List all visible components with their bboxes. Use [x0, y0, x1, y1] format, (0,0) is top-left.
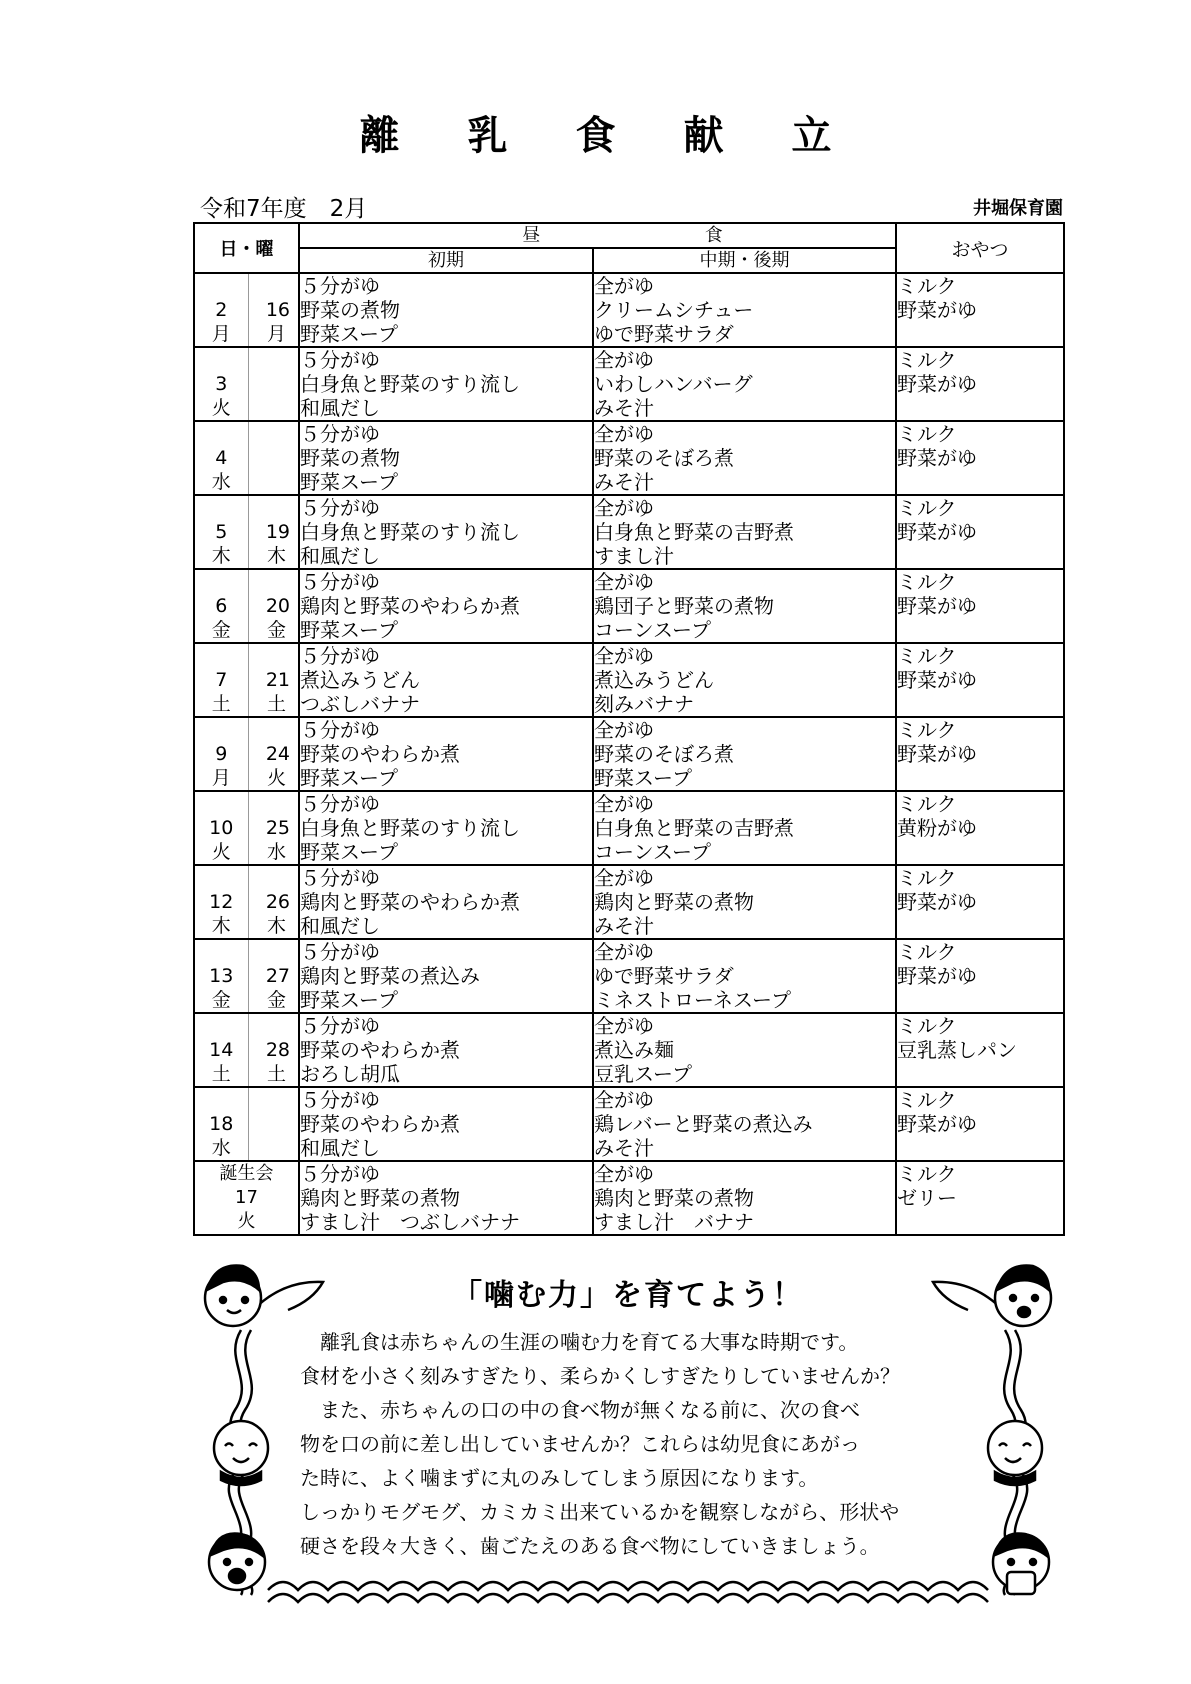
date-number: 5 — [215, 521, 228, 543]
menu-item: みそ汁 — [594, 1136, 654, 1160]
date-number: 24 — [265, 743, 290, 765]
snack-cell — [896, 347, 1064, 421]
date-cell-second — [248, 717, 299, 791]
weekday: 水 — [211, 1137, 231, 1159]
menu-item: 鶏肉と野菜の煮物 — [594, 1186, 754, 1210]
baby-smiling-icon — [988, 1421, 1042, 1485]
table-row — [194, 1087, 1064, 1161]
mid-late-menu-cell — [593, 643, 896, 717]
menu-item: 煮込みうどん — [300, 668, 420, 692]
date-number: 21 — [265, 669, 290, 691]
panel-title: 「噛む力」を育てよう！ — [452, 1278, 804, 1313]
date-number: 9 — [215, 743, 228, 765]
weekday: 金 — [266, 619, 286, 641]
menu-item: 鶏肉と野菜の煮物 — [594, 890, 754, 914]
panel-line: 物を口の前に差し出していませんか？これらは幼児食にあがっ — [300, 1432, 860, 1456]
table-row — [194, 495, 1064, 569]
menu-item: 野菜の煮物 — [300, 446, 400, 470]
menu-item: 全がゆ — [594, 1014, 654, 1038]
date-cell-second — [248, 791, 299, 865]
panel-line: しっかりモグモグ、カミカミ出来ているかを観察しながら、形状や — [300, 1500, 900, 1524]
menu-item: 全がゆ — [594, 570, 654, 594]
date-number: 7 — [215, 669, 228, 691]
menu-item: 野菜のそぼろ煮 — [594, 742, 734, 766]
menu-item: みそ汁 — [594, 914, 654, 938]
weekday: 土 — [211, 693, 231, 715]
menu-item: 野菜がゆ — [897, 668, 977, 692]
menu-item: ５分がゆ — [300, 1162, 380, 1186]
menu-item: 鶏団子と野菜の煮物 — [594, 594, 774, 618]
menu-item: 野菜スープ — [300, 470, 398, 494]
header-lunch — [299, 223, 896, 248]
header-date-day: 日・曜 — [194, 223, 299, 273]
menu-item: 野菜がゆ — [897, 446, 977, 470]
date-cell-first — [194, 1087, 248, 1161]
menu-item: 鶏肉と野菜の煮込み — [300, 964, 480, 988]
snack-cell — [896, 569, 1064, 643]
weekday: 木 — [266, 545, 286, 567]
menu-item: 野菜がゆ — [897, 1112, 977, 1136]
early-menu-cell — [299, 273, 593, 347]
panel-line: 離乳食は赤ちゃんの生涯の噛む力を育てる大事な時期です。 — [300, 1330, 859, 1354]
menu-item: 白身魚と野菜の吉野煮 — [594, 816, 794, 840]
menu-item: 野菜のやわらか煮 — [300, 1038, 460, 1062]
menu-item: ５分がゆ — [300, 940, 380, 964]
date-cell-second — [248, 643, 299, 717]
date-number: 13 — [209, 965, 234, 987]
menu-item: ミルク — [897, 940, 957, 964]
table-row — [194, 421, 1064, 495]
date-number: 19 — [265, 521, 290, 543]
snack-cell — [896, 791, 1064, 865]
menu-item: ミルク — [897, 496, 957, 520]
menu-item: 全がゆ — [594, 718, 654, 742]
menu-item: 和風だし — [300, 544, 380, 568]
weekday: 土 — [266, 693, 286, 715]
menu-item: コーンスープ — [594, 618, 711, 642]
weekday: 火 — [237, 1211, 256, 1232]
early-menu-cell — [299, 569, 593, 643]
menu-item: 豆乳蒸しパン — [897, 1038, 1017, 1062]
menu-item: ５分がゆ — [300, 274, 380, 298]
menu-item: 和風だし — [300, 396, 380, 420]
weekday: 火 — [211, 841, 231, 863]
date-number: 4 — [215, 447, 228, 469]
weekday: 木 — [266, 915, 286, 937]
menu-item: ５分がゆ — [300, 496, 380, 520]
menu-item: 和風だし — [300, 1136, 380, 1160]
menu-item: ５分がゆ — [300, 422, 380, 446]
menu-item: 鶏肉と野菜のやわらか煮 — [300, 594, 520, 618]
baby-smiling-icon — [214, 1421, 268, 1485]
mid-late-menu-cell — [593, 1161, 896, 1235]
weekday: 金 — [266, 989, 286, 1011]
panel-line: た時に、よく噛まずに丸のみしてしまう原因になります。 — [300, 1466, 819, 1490]
date-number: 2 — [215, 299, 228, 321]
facility-name: 井堀保育園 — [973, 198, 1063, 219]
menu-item: ミルク — [897, 348, 957, 372]
menu-item: 黄粉がゆ — [897, 816, 977, 840]
weekday: 月 — [266, 323, 286, 345]
menu-item: 全がゆ — [594, 496, 654, 520]
menu-item: 全がゆ — [594, 1162, 654, 1186]
chewing-info-panel — [193, 1250, 1063, 1630]
menu-item: 煮込み麺 — [594, 1038, 674, 1062]
menu-item: みそ汁 — [594, 396, 654, 420]
table-row — [194, 791, 1064, 865]
menu-item: 白身魚と野菜のすり流し — [300, 520, 520, 544]
menu-item: 全がゆ — [594, 422, 654, 446]
menu-item: ミルク — [897, 570, 957, 594]
header-lunch-left: 昼 — [522, 224, 541, 246]
early-menu-cell — [299, 421, 593, 495]
mid-late-menu-cell — [593, 865, 896, 939]
date-number: 16 — [265, 299, 290, 321]
menu-item: みそ汁 — [594, 470, 654, 494]
menu-item: ゼリー — [897, 1186, 957, 1210]
menu-item: ５分がゆ — [300, 570, 380, 594]
menu-item: 野菜がゆ — [897, 890, 977, 914]
mid-late-menu-cell — [593, 273, 896, 347]
menu-item: ５分がゆ — [300, 792, 380, 816]
panel-body — [300, 1325, 960, 1563]
menu-item: ミルク — [897, 274, 957, 298]
weekday: 火 — [211, 397, 231, 419]
birthday-label: 誕生会 — [219, 1163, 274, 1184]
menu-item: 白身魚と野菜の吉野煮 — [594, 520, 794, 544]
menu-item: 全がゆ — [594, 644, 654, 668]
menu-item: 野菜のそぼろ煮 — [594, 446, 734, 470]
early-menu-cell — [299, 643, 593, 717]
weekday: 土 — [211, 1063, 231, 1085]
menu-item: 鶏レバーと野菜の煮込み — [594, 1112, 813, 1136]
table-row-birthday — [194, 1161, 1064, 1235]
menu-item: ミルク — [897, 1162, 957, 1186]
menu-item: 野菜のやわらか煮 — [300, 1112, 460, 1136]
menu-item: 豆乳スープ — [594, 1062, 692, 1086]
menu-item: ５分がゆ — [300, 1014, 380, 1038]
header-lunch-right: 食 — [704, 224, 723, 246]
baby-open-mouth-icon — [209, 1533, 265, 1590]
menu-item: ミルク — [897, 1014, 957, 1038]
date-number: 6 — [215, 595, 228, 617]
menu-item: すまし汁 つぶしバナナ — [300, 1210, 520, 1234]
menu-item: ５分がゆ — [300, 866, 380, 890]
date-cell-second — [248, 273, 299, 347]
menu-item: すまし汁 — [594, 544, 674, 568]
early-menu-cell — [299, 717, 593, 791]
mid-late-menu-cell — [593, 569, 896, 643]
snack-cell — [896, 939, 1064, 1013]
date-cell-second — [248, 1013, 299, 1087]
menu-item: ミネストローネスープ — [594, 988, 791, 1012]
period-label: 令和7年度 2月 — [200, 196, 368, 222]
menu-item: 鶏肉と野菜の煮物 — [300, 1186, 460, 1210]
table-row — [194, 717, 1064, 791]
early-menu-cell — [299, 1161, 593, 1235]
menu-item: 野菜がゆ — [897, 742, 977, 766]
date-cell-second — [248, 569, 299, 643]
snack-cell — [896, 1087, 1064, 1161]
menu-item: 野菜がゆ — [897, 594, 977, 618]
date-number: 12 — [209, 891, 234, 913]
snack-cell — [896, 421, 1064, 495]
header-mid-late: 中期・後期 — [593, 248, 896, 273]
date-cell-second — [248, 495, 299, 569]
menu-item: 野菜がゆ — [897, 372, 977, 396]
mid-late-menu-cell — [593, 347, 896, 421]
snack-cell — [896, 717, 1064, 791]
panel-line: 硬さを段々大きく、歯ごたえのある食べ物にしていきましょう。 — [300, 1534, 880, 1558]
date-cell-second — [248, 421, 299, 495]
mid-late-menu-cell — [593, 1087, 896, 1161]
mid-late-menu-cell — [593, 791, 896, 865]
snack-cell — [896, 643, 1064, 717]
header-early: 初期 — [299, 248, 593, 273]
menu-item: 全がゆ — [594, 1088, 654, 1112]
weekday: 水 — [266, 841, 286, 863]
date-number: 26 — [265, 891, 290, 913]
menu-item: つぶしバナナ — [300, 692, 420, 716]
table-row — [194, 643, 1064, 717]
weekday: 月 — [211, 323, 231, 345]
date-number: 25 — [265, 817, 290, 839]
weekday: 土 — [266, 1063, 286, 1085]
date-cell-second — [248, 347, 299, 421]
mid-late-menu-cell — [593, 717, 896, 791]
date-cell-second — [248, 1087, 299, 1161]
menu-item: ミルク — [897, 422, 957, 446]
menu-item: 全がゆ — [594, 866, 654, 890]
table-row — [194, 569, 1064, 643]
early-menu-cell — [299, 1013, 593, 1087]
early-menu-cell — [299, 347, 593, 421]
menu-item: おろし胡瓜 — [300, 1062, 400, 1086]
menu-item: 野菜がゆ — [897, 298, 977, 322]
menu-item: クリームシチュー — [594, 298, 754, 322]
table-row — [194, 273, 1064, 347]
weekday: 金 — [211, 989, 231, 1011]
date-number: 10 — [209, 817, 234, 839]
mid-late-menu-cell — [593, 1013, 896, 1087]
menu-item: 煮込みうどん — [594, 668, 714, 692]
table-row — [194, 1013, 1064, 1087]
menu-item: 野菜スープ — [300, 840, 398, 864]
date-cell-first — [194, 347, 248, 421]
document-title: 離乳食献立 — [359, 113, 900, 159]
weekday: 木 — [211, 915, 231, 937]
menu-item: コーンスープ — [594, 840, 711, 864]
weekday: 水 — [211, 471, 231, 493]
date-number: 14 — [209, 1039, 234, 1061]
menu-item: すまし汁 バナナ — [594, 1210, 754, 1234]
mid-late-menu-cell — [593, 421, 896, 495]
date-number: 20 — [265, 595, 290, 617]
date-cell-second — [248, 939, 299, 1013]
snack-cell — [896, 865, 1064, 939]
date-number: 18 — [209, 1113, 234, 1135]
menu-item: 野菜がゆ — [897, 964, 977, 988]
menu-item: ミルク — [897, 1088, 957, 1112]
menu-table — [193, 222, 1065, 1236]
menu-item: ５分がゆ — [300, 718, 380, 742]
snack-cell — [896, 273, 1064, 347]
menu-item: 全がゆ — [594, 940, 654, 964]
birthday-date-cell — [194, 1161, 299, 1235]
weekday: 金 — [211, 619, 231, 641]
date-cell-second — [248, 865, 299, 939]
menu-item: 野菜スープ — [300, 618, 398, 642]
early-menu-cell — [299, 495, 593, 569]
menu-item: ５分がゆ — [300, 1088, 380, 1112]
early-menu-cell — [299, 865, 593, 939]
menu-item: 全がゆ — [594, 274, 654, 298]
menu-item: ゆで野菜サラダ — [594, 322, 734, 346]
menu-item: 野菜スープ — [300, 988, 398, 1012]
baby-drinking-cup-icon — [993, 1533, 1049, 1594]
early-menu-cell — [299, 939, 593, 1013]
menu-item: 白身魚と野菜のすり流し — [300, 816, 520, 840]
early-menu-cell — [299, 1087, 593, 1161]
date-cell-first — [194, 421, 248, 495]
menu-item: 野菜のやわらか煮 — [300, 742, 460, 766]
menu-item: ミルク — [897, 866, 957, 890]
menu-item: ５分がゆ — [300, 348, 380, 372]
menu-item: 野菜スープ — [594, 766, 692, 790]
menu-item: 野菜スープ — [300, 322, 398, 346]
table-row — [194, 347, 1064, 421]
menu-item: 和風だし — [300, 914, 380, 938]
menu-item: 全がゆ — [594, 348, 654, 372]
weekday: 月 — [211, 767, 231, 789]
menu-item: いわしハンバーグ — [594, 372, 753, 396]
header-snack: おやつ — [896, 223, 1064, 273]
menu-item: ミルク — [897, 644, 957, 668]
date-number: 3 — [215, 373, 228, 395]
menu-item: 野菜がゆ — [897, 520, 977, 544]
date-number: 17 — [235, 1187, 258, 1208]
weekday: 木 — [211, 545, 231, 567]
early-menu-cell — [299, 791, 593, 865]
menu-item: 野菜の煮物 — [300, 298, 400, 322]
table-row — [194, 939, 1064, 1013]
menu-item: ミルク — [897, 792, 957, 816]
menu-item: ミルク — [897, 718, 957, 742]
snack-cell — [896, 1013, 1064, 1087]
date-number: 28 — [265, 1039, 290, 1061]
mid-late-menu-cell — [593, 495, 896, 569]
menu-item: 鶏肉と野菜のやわらか煮 — [300, 890, 520, 914]
menu-item: ５分がゆ — [300, 644, 380, 668]
snack-cell — [896, 1161, 1064, 1235]
menu-item: 野菜スープ — [300, 766, 398, 790]
menu-item: 全がゆ — [594, 792, 654, 816]
panel-line: 食材を小さく刻みすぎたり、柔らかくしすぎたりしていませんか？ — [300, 1364, 900, 1388]
table-row — [194, 865, 1064, 939]
menu-item: 白身魚と野菜のすり流し — [300, 372, 520, 396]
weekday: 火 — [266, 767, 286, 789]
snack-cell — [896, 495, 1064, 569]
panel-line: また、赤ちゃんの口の中の食べ物が無くなる前に、次の食べ — [300, 1398, 860, 1422]
mid-late-menu-cell — [593, 939, 896, 1013]
date-number: 27 — [265, 965, 290, 987]
menu-item: ゆで野菜サラダ — [594, 964, 734, 988]
menu-body — [194, 273, 1064, 1235]
menu-item: 刻みバナナ — [594, 692, 694, 716]
